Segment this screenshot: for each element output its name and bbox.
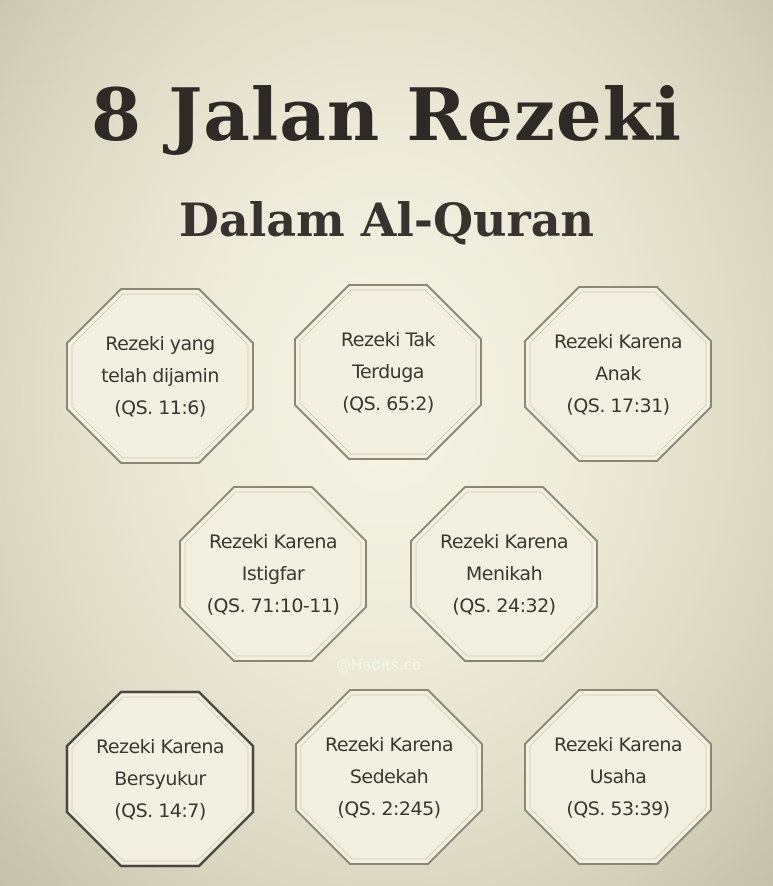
octagon-text	[409, 485, 599, 663]
item-reference: (QS. 71:10-11)	[206, 595, 340, 617]
octagon-card-5	[409, 485, 599, 663]
octagon-text	[65, 287, 255, 465]
octagon-card-2	[293, 283, 483, 461]
octagon-card-8	[523, 688, 713, 866]
item-title-line2: Istigfar	[241, 563, 305, 585]
item-title-line1: Rezeki Karena	[553, 331, 683, 353]
octagon-text	[294, 688, 484, 866]
octagon-card-7	[294, 688, 484, 866]
item-reference: (QS. 2:245)	[337, 798, 441, 820]
item-title-line1: Rezeki Karena	[208, 531, 338, 553]
octagon-card-4	[178, 485, 368, 663]
octagon-card-3	[523, 285, 713, 463]
item-title-line2: Sedekah	[349, 766, 429, 788]
item-reference: (QS. 53:39)	[566, 798, 670, 820]
item-title-line2: Anak	[595, 363, 641, 385]
item-reference: (QS. 65:2)	[342, 393, 434, 415]
item-title-line1: Rezeki Tak	[340, 329, 436, 351]
item-title-line2: telah dijamin	[101, 365, 219, 387]
item-title-line1: Rezeki Karena	[324, 734, 454, 756]
page-subtitle: Dalam Al-Quran	[179, 193, 594, 247]
item-reference: (QS. 14:7)	[114, 800, 206, 822]
item-title-line1: Rezeki Karena	[95, 736, 225, 758]
octagon-text	[65, 690, 255, 868]
watermark: @Hadits.co	[336, 656, 422, 674]
octagon-card-1	[65, 287, 255, 465]
item-title-line1: Rezeki yang	[105, 333, 215, 355]
octagon-text	[293, 283, 483, 461]
octagon-text	[523, 688, 713, 866]
item-title-line2: Terduga	[352, 361, 424, 383]
octagon-card-6	[65, 690, 255, 868]
item-reference: (QS. 11:6)	[114, 397, 206, 419]
item-title-line1: Rezeki Karena	[553, 734, 683, 756]
item-title-line2: Menikah	[465, 563, 543, 585]
item-reference: (QS. 24:32)	[452, 595, 556, 617]
item-title-line1: Rezeki Karena	[439, 531, 569, 553]
page-title: 8 Jalan Rezeki	[91, 72, 682, 157]
octagon-text	[523, 285, 713, 463]
item-title-line2: Usaha	[589, 766, 647, 788]
octagon-text	[178, 485, 368, 663]
item-reference: (QS. 17:31)	[566, 395, 670, 417]
item-title-line2: Bersyukur	[114, 768, 206, 790]
